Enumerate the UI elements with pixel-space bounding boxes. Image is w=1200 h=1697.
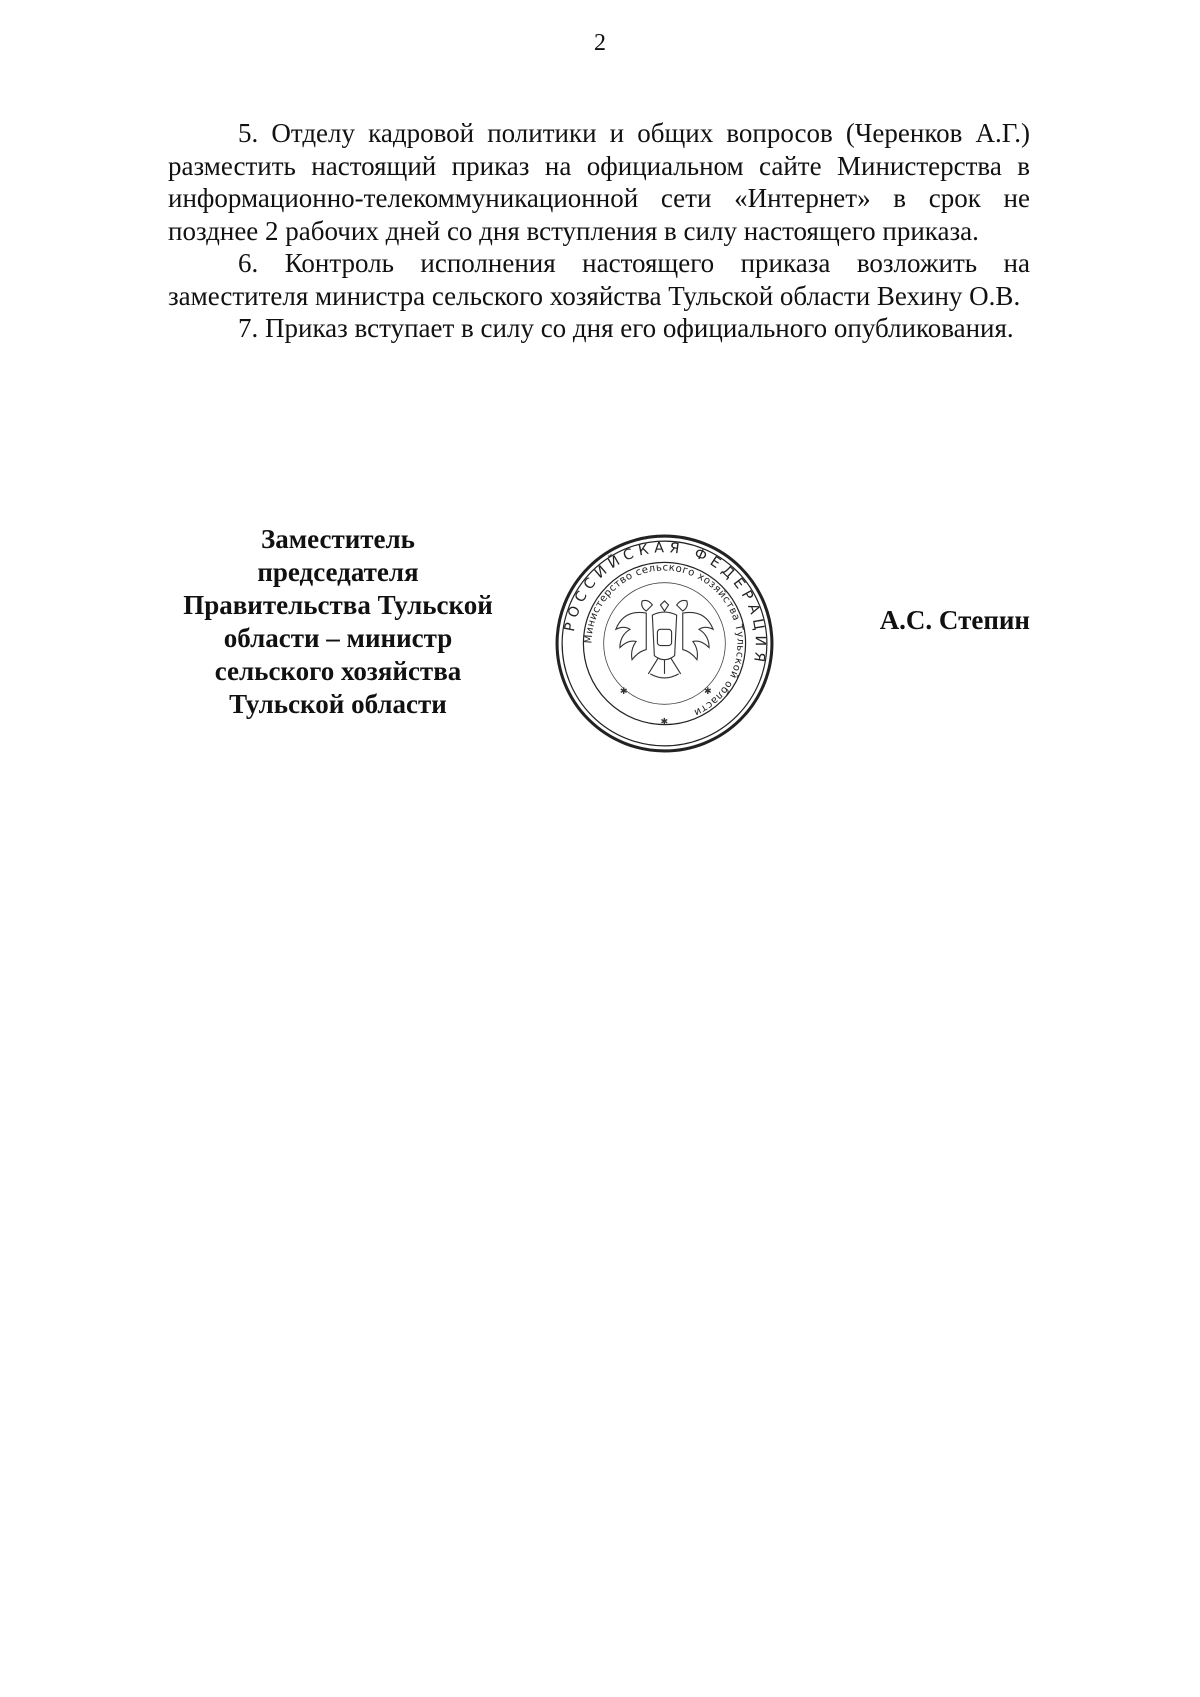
official-seal — [553, 532, 776, 755]
svg-text:✱: ✱ — [704, 687, 712, 698]
position-line: области – министр — [223, 623, 453, 653]
position-line: Правительства Тульской — [183, 590, 493, 620]
svg-text:Министерство сельского хозяйст — [583, 562, 745, 717]
double-headed-eagle-icon — [616, 600, 713, 678]
signatory-position — [168, 523, 508, 721]
position-line: сельского хозяйства — [214, 656, 462, 686]
document-body — [168, 117, 1030, 345]
paragraph-5: 5. Отделу кадровой политики и общих вопросов (Черенков А.Г.) разместить настоящий приказ на официальном сайте Министерства в информационно-телекоммуникационной сети «Интернет» в срок не позднее 2 рабочих дней со дня вступления в силу настоящего приказа. — [168, 118, 1030, 246]
seal-outer-text: РОССИЙСКАЯ ФЕДЕРАЦИЯ — [561, 540, 768, 668]
position-line: председателя — [257, 557, 419, 587]
signer-name: А.С. Степин — [879, 605, 1030, 635]
paragraph-6: 6. Контроль исполнения настоящего приказа возложить на заместителя министра сельского хозяйства Тульской области Вехину О.В. — [168, 248, 1030, 311]
seal-inner-text: Министерство сельского хозяйства Тульской области — [583, 562, 746, 718]
position-line: Заместитель — [261, 524, 415, 554]
svg-text:✱: ✱ — [619, 687, 628, 698]
paragraph-7: 7. Приказ вступает в силу со дня его официального опубликования. — [238, 313, 1014, 343]
svg-text:✱: ✱ — [660, 717, 669, 728]
page-number: 2 — [594, 30, 606, 56]
position-line: Тульской области — [229, 689, 447, 719]
